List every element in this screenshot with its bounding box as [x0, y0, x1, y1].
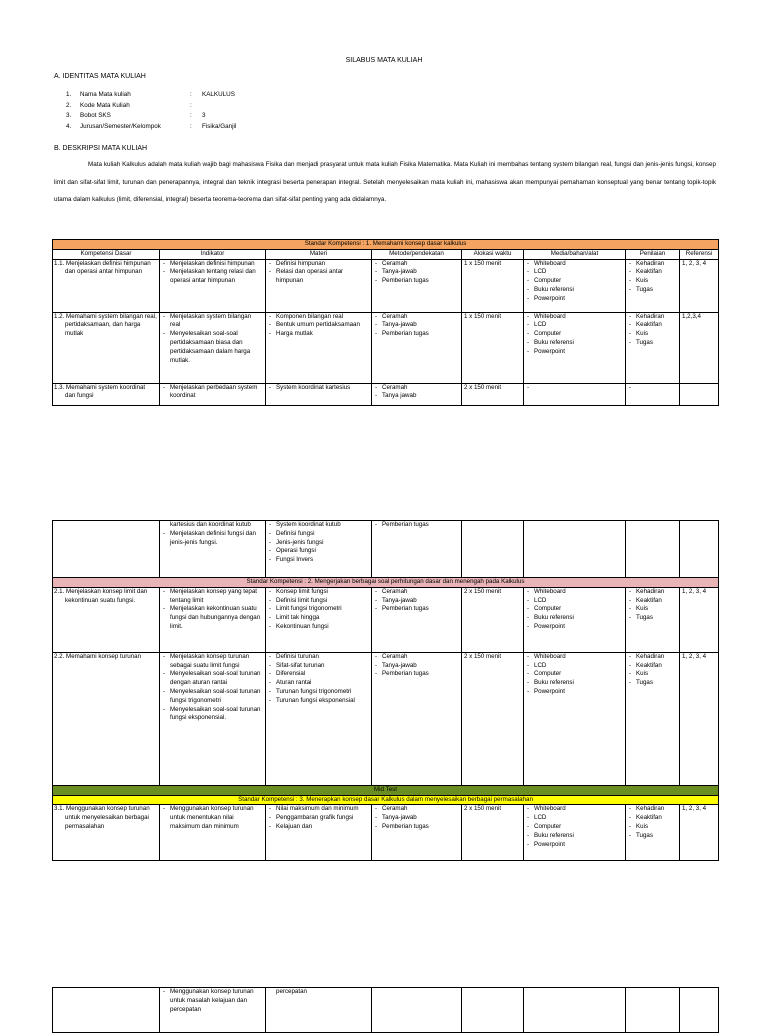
- identitas-label: Kode Mata Kuliah: [80, 101, 130, 109]
- kompetensi-dasar-cell-text: 1.1. Menjelaskan definisi himpunan dan operasi antar himpunan: [54, 259, 151, 276]
- identitas-label: Jurusan/Semester/Kelompok: [80, 122, 161, 130]
- list-item: - Buku referensi: [526, 339, 623, 348]
- table-row-1-3-continued: [53, 521, 719, 578]
- list-item: - Menjelaskan definisi himpunan: [162, 260, 263, 269]
- column-header: Alokasi waktu: [462, 249, 524, 259]
- kompetensi-dasar-cell-text: 3.1. Menggunakan konsep turunan untuk menyelesaikan berbagai permasalahan: [54, 805, 150, 830]
- media-cell: [524, 521, 626, 578]
- list-item: - Menyelesaikan soal-soal pertidaksamaan biasa dan pertidaksamaan dalam harga mutlak.: [162, 330, 263, 365]
- column-header: Materi: [266, 249, 372, 259]
- media-cell: [524, 259, 626, 312]
- list-item: - Definisi himpunan: [268, 260, 369, 269]
- list-item: - Powerpoint: [526, 688, 623, 697]
- alokasi-cell: [462, 652, 524, 785]
- indikator-cell: [160, 521, 266, 578]
- alokasi-cell-text: 2 x 150 menit: [464, 587, 502, 595]
- list-item: - Kuis: [628, 670, 677, 679]
- list-item: - LCD: [526, 321, 623, 330]
- list-item: - Tanya-jawab: [374, 814, 459, 823]
- syllabus-table-part-1: [52, 239, 719, 406]
- kompetensi-dasar-cell: [53, 988, 160, 1033]
- identitas-item: [66, 122, 236, 133]
- identitas-num: 4.: [66, 122, 72, 130]
- referensi-cell: [680, 521, 719, 578]
- list-item: - Tugas: [628, 286, 677, 295]
- list-item: - Buku referensi: [526, 832, 623, 841]
- list-item: - Ceramah: [374, 313, 459, 322]
- media-cell: [524, 805, 626, 861]
- table-row-3-1-continued: [53, 988, 719, 1033]
- kompetensi-dasar-cell: [53, 312, 160, 383]
- list-item: - Menjelaskan tentang relasi dan operasi antar himpunan: [162, 268, 263, 286]
- list-item: - LCD: [526, 814, 623, 823]
- indikator-cell: [160, 805, 266, 861]
- list-item: - Computer: [526, 823, 623, 832]
- media-cell: [524, 652, 626, 785]
- list-item: - Kehadiran: [628, 805, 677, 814]
- page-title: SILABUS MATA KULIAH: [345, 57, 423, 64]
- list-item: - Keaktifan: [628, 814, 677, 823]
- list-item: - Menjelaskan konsep turunan sebagai suatu limit fungsi: [162, 653, 263, 671]
- materi-cell-text: percepatan: [276, 988, 307, 995]
- list-item: - Nilai maksimum dan minimum: [268, 805, 369, 814]
- column-header: Penilaian: [626, 249, 680, 259]
- deskripsi-paragraph: Mata kuliah Kalkulus adalah mata kuliah wajib bagi mahasiswa Fisika dan menjadi prasyarat untuk mata kuliah Fisika Matematika. Mata Kuliah ini membahas tentang system bilangan real, fungsi dan jenis-jenis fungsi, konsep limit dan sifat-sifat limit, turunan dan penerapannya, integral dan teknik integrasi beserta penerapan integral. Setelah menyelesaikan mata kuliah ini, mahasiswa akan mempunyai pemahaman konseptual yang benar tentang topik-topik utama dalam kalkulus (limit, diferensial, integral) beserta teorema-teorema dan sifat-sifat penting yang ada didalamnya.: [54, 161, 716, 203]
- list-item: - Turunan fungsi trigonometri: [268, 688, 369, 697]
- list-item: - Kehadiran: [628, 653, 677, 662]
- penilaian-cell: [626, 988, 680, 1033]
- penilaian-cell: [626, 587, 680, 652]
- list-item: - Menjelaskan konsep yang tepat tentang limit: [162, 588, 263, 606]
- referensi-cell: [680, 383, 719, 405]
- identitas-value: 3: [202, 112, 206, 120]
- identitas-value: Fisika/Ganjil: [202, 122, 237, 130]
- list-item: - Kuis: [628, 330, 677, 339]
- list-item: - Ceramah: [374, 653, 459, 662]
- metode-cell: [372, 652, 462, 785]
- list-item: - Keaktifan: [628, 597, 677, 606]
- media-cell: [524, 587, 626, 652]
- list-item: - Pemberian tugas: [374, 277, 459, 286]
- list-item: - Aturan rantai: [268, 679, 369, 688]
- kompetensi-dasar-cell-text: 2.2. Memahami konsep turunan: [54, 652, 142, 660]
- alokasi-cell-text: 2 x 150 menit: [464, 652, 502, 660]
- list-item: - Relasi dan operasi antar himpunan: [268, 268, 369, 286]
- materi-cell: [266, 521, 372, 578]
- alokasi-cell: [462, 312, 524, 383]
- list-item: - Jenis-jenis fungsi: [268, 539, 369, 548]
- list-item: - Turunan fungsi eksponensial: [268, 697, 369, 706]
- metode-cell: [372, 587, 462, 652]
- penilaian-cell: [626, 259, 680, 312]
- standar-kompetensi-2: Standar Kompetensi : 2. Mengerjakan berbagai soal perhitungan dasar dan menengah pada Kalkulus: [53, 578, 719, 588]
- list-item: - Menjelaskan perbedaan system koordinat: [162, 384, 263, 402]
- list-item: - Tanya-jawab: [374, 268, 459, 277]
- metode-cell: [372, 988, 462, 1033]
- list-item: - Kelajuan dan: [268, 823, 369, 832]
- identitas-num: 1.: [66, 91, 72, 98]
- list-item: - Definisi fungsi: [268, 530, 369, 539]
- referensi-cell: [680, 805, 719, 861]
- list-item: - Kehadiran: [628, 588, 677, 597]
- list-item: - Ceramah: [374, 588, 459, 597]
- referensi-cell: [680, 259, 719, 312]
- indikator-cell: [160, 312, 266, 383]
- list-item: - Whiteboard: [526, 260, 623, 269]
- metode-cell: [372, 521, 462, 578]
- alokasi-cell-text: 1 x 150 menit: [464, 259, 502, 267]
- penilaian-cell: [626, 383, 680, 405]
- list-item: - Whiteboard: [526, 588, 623, 597]
- media-cell: [524, 312, 626, 383]
- table-row-2-1: [53, 587, 719, 652]
- list-item: - Sifat-sifat turunan: [268, 662, 369, 671]
- metode-cell: [372, 383, 462, 405]
- list-item: - Powerpoint: [526, 623, 623, 632]
- list-item: - Pemberian tugas: [374, 823, 459, 832]
- list-item: - LCD: [526, 662, 623, 671]
- penilaian-cell: [626, 521, 680, 578]
- indikator-cell: [160, 383, 266, 405]
- list-item: - Whiteboard: [526, 805, 623, 814]
- kompetensi-dasar-cell: [53, 805, 160, 861]
- penilaian-cell: [626, 805, 680, 861]
- list-item: - Kuis: [628, 823, 677, 832]
- syllabus-table-part-3: [52, 987, 719, 1033]
- metode-cell: [372, 259, 462, 312]
- materi-cell: [266, 587, 372, 652]
- alokasi-cell: [462, 587, 524, 652]
- kompetensi-dasar-cell: [53, 259, 160, 312]
- materi-cell: [266, 383, 372, 405]
- materi-cell: [266, 259, 372, 312]
- kompetensi-dasar-cell-text: 1.3. Memahami system koordinat dan fungsi: [54, 383, 146, 400]
- column-header: Metode/pendekatan: [372, 249, 462, 259]
- identitas-num: 2.: [66, 101, 72, 109]
- referensi-cell-text: 1, 2, 3, 4: [682, 259, 707, 267]
- materi-cell: [266, 652, 372, 785]
- list-item: - Konsep limit fungsi: [268, 588, 369, 597]
- list-item: - Komponen bilangan real: [268, 313, 369, 322]
- list-item: - Kehadiran: [628, 260, 677, 269]
- list-item: - Menggunakan konsep turunan untuk menentukan nilai maksimum dan minimum: [162, 805, 263, 831]
- alokasi-cell-text: 1 x 150 menit: [464, 312, 502, 320]
- column-header: Referensi: [680, 249, 719, 259]
- kompetensi-dasar-cell: [53, 652, 160, 785]
- list-item: - Menyelesaikan soal-soal turunan fungsi trigonometri: [162, 688, 263, 706]
- list-item: - System koordinat kartesius: [268, 384, 369, 393]
- list-item: - Tugas: [628, 614, 677, 623]
- table-row-1-1: [53, 259, 719, 312]
- list-item: - Limit fungsi trigonometri: [268, 605, 369, 614]
- list-item: - Whiteboard: [526, 653, 623, 662]
- list-item: - Ceramah: [374, 805, 459, 814]
- kompetensi-dasar-cell: [53, 383, 160, 405]
- list-item: - Keaktifan: [628, 662, 677, 671]
- referensi-cell-text: 1, 2, 3, 4: [682, 587, 707, 595]
- list-item: - Operasi fungsi: [268, 547, 369, 556]
- list-item: - Kekontinuan fungsi: [268, 623, 369, 632]
- identitas-item: [66, 101, 236, 112]
- kompetensi-dasar-cell-text: 1.2. Memahami system bilangan real, pertidaksamaan, dan harga mutlak: [54, 312, 157, 338]
- referensi-cell-text: 1, 2, 3, 4: [682, 652, 707, 660]
- list-item: - Fungsi Invers: [268, 556, 369, 565]
- list-item: - Computer: [526, 277, 623, 286]
- materi-cell: [266, 312, 372, 383]
- list-item: - Pemberian tugas: [374, 521, 459, 530]
- list-item: - Buku referensi: [526, 679, 623, 688]
- identitas-sep: :: [190, 91, 192, 98]
- identitas-sep: :: [190, 122, 192, 130]
- list-item: - Powerpoint: [526, 841, 623, 850]
- column-header: Media/bahan/alat: [524, 249, 626, 259]
- referensi-cell-text: 1,2,3,4: [682, 312, 701, 320]
- list-item: - System koordinat kutub: [268, 521, 369, 530]
- identitas-item: [66, 111, 236, 122]
- list-item: - Bentuk umum pertidaksamaan: [268, 321, 369, 330]
- syllabus-table-part-2: [52, 520, 719, 861]
- table-row-1-2: [53, 312, 719, 383]
- list-item: - Kuis: [628, 605, 677, 614]
- column-header: Indikator: [160, 249, 266, 259]
- list-item: - Menggunakan konsep turunan untuk masalah kelajuan dan percepatan: [162, 988, 263, 1014]
- list-item: - Buku referensi: [526, 614, 623, 623]
- indikator-continued-text: kartesius dan koordinat kutub: [170, 521, 251, 528]
- list-item: - Powerpoint: [526, 348, 623, 357]
- table-row-2-2: [53, 652, 719, 785]
- list-item: - Limit tak hingga: [268, 614, 369, 623]
- alokasi-cell-text: 2 x 150 menit: [464, 805, 502, 813]
- indikator-cell: [160, 587, 266, 652]
- media-cell: [524, 383, 626, 405]
- standar-kompetensi-1: Standar Kompetensi : 1. Memahami konsep dasar kalkulus: [53, 240, 719, 250]
- identitas-num: 3.: [66, 112, 72, 120]
- identitas-label: Nama Mata kuliah: [80, 91, 131, 98]
- materi-cell: [266, 988, 372, 1033]
- list-item: - Pemberian tugas: [374, 330, 459, 339]
- list-item: - Menjelaskan system bilangan real: [162, 313, 263, 331]
- list-item: - Menyelesaikan soal-soal turunan fungsi eksponensial.: [162, 706, 263, 724]
- indikator-cell: [160, 988, 266, 1033]
- identitas-list: [66, 90, 236, 132]
- list-item: - Menjelaskan kekontinuan suatu fungsi dan hubungannya dengan limit.: [162, 605, 263, 631]
- column-header: Kompetensi Dasar: [53, 249, 160, 259]
- table-row-3-1: [53, 805, 719, 861]
- list-item: - Tugas: [628, 832, 677, 841]
- identitas-sep: :: [190, 101, 192, 109]
- list-item: - Menjelaskan definisi fungsi dan jenis-jenis fungsi.: [162, 530, 263, 548]
- alokasi-cell: [462, 805, 524, 861]
- referensi-cell: [680, 312, 719, 383]
- alokasi-cell: [462, 521, 524, 578]
- referensi-cell: [680, 652, 719, 785]
- standar-kompetensi-3: Standar Kompetensi : 3. Menerapkan konsep dasar Kalkulus dalam menyelesaikan berbagai permasalahan: [53, 795, 719, 805]
- list-item: - Definisi limit fungsi: [268, 597, 369, 606]
- list-item: - Menyelesaikan soal-soal turunan dengan aturan rantai: [162, 670, 263, 688]
- metode-cell: [372, 805, 462, 861]
- indikator-cell: [160, 652, 266, 785]
- media-cell: [524, 988, 626, 1033]
- list-item: - LCD: [526, 268, 623, 277]
- list-item: - Tanya jawab: [374, 392, 459, 401]
- penilaian-cell: [626, 312, 680, 383]
- list-item: - Kuis: [628, 277, 677, 286]
- list-item: - Ceramah: [374, 384, 459, 393]
- alokasi-cell: [462, 988, 524, 1033]
- list-item: - Keaktifan: [628, 321, 677, 330]
- list-item: - Definisi turunan: [268, 653, 369, 662]
- list-item: - Diferensial: [268, 670, 369, 679]
- alokasi-cell: [462, 259, 524, 312]
- table-row-1-3: [53, 383, 719, 405]
- identitas-sep: :: [190, 112, 192, 120]
- list-item: - Pemberian tugas: [374, 670, 459, 679]
- list-item: - Penggambaran grafik fungsi: [268, 814, 369, 823]
- kompetensi-dasar-cell-text: 2.1. Menjelaskan konsep limit dan kekontinuan suatu fungsi.: [54, 587, 148, 604]
- kompetensi-dasar-cell: [53, 587, 160, 652]
- alokasi-cell-text: 2 x 150 menit: [464, 383, 502, 391]
- list-item: - Keaktifan: [628, 268, 677, 277]
- referensi-cell: [680, 587, 719, 652]
- list-item: - LCD: [526, 597, 623, 606]
- list-item: - Tugas: [628, 339, 677, 348]
- kompetensi-dasar-cell: [53, 521, 160, 578]
- alokasi-cell: [462, 383, 524, 405]
- list-item: - Kehadiran: [628, 313, 677, 322]
- mid-test-row: Mid Test: [53, 785, 719, 795]
- identitas-label: Bobot SKS: [80, 112, 111, 120]
- list-item: - Tanya-jawab: [374, 662, 459, 671]
- penilaian-cell: [626, 652, 680, 785]
- identitas-item: [66, 90, 236, 101]
- list-item: - Tugas: [628, 679, 677, 688]
- list-item: - Computer: [526, 605, 623, 614]
- list-item: - Tanya-jawab: [374, 321, 459, 330]
- list-item: - Harga mutlak: [268, 330, 369, 339]
- list-item: - Tanya-jawab: [374, 597, 459, 606]
- list-item: - Whiteboard: [526, 313, 623, 322]
- list-item: - Ceramah: [374, 260, 459, 269]
- section-a-heading: A. IDENTITAS MATA KULIAH: [54, 73, 146, 80]
- list-item: - Computer: [526, 670, 623, 679]
- referensi-cell-text: 1, 2, 3, 4: [682, 805, 707, 813]
- list-item: - Powerpoint: [526, 295, 623, 304]
- list-item: - Buku referensi: [526, 286, 623, 295]
- referensi-cell: [680, 988, 719, 1033]
- identitas-value: KALKULUS: [202, 91, 235, 98]
- list-item: - Computer: [526, 330, 623, 339]
- section-b-heading: B. DESKRIPSI MATA KULIAH: [54, 145, 148, 152]
- table-header-row: [53, 249, 719, 259]
- metode-cell: [372, 312, 462, 383]
- list-item: - Pemberian tugas: [374, 605, 459, 614]
- indikator-cell: [160, 259, 266, 312]
- materi-cell: [266, 805, 372, 861]
